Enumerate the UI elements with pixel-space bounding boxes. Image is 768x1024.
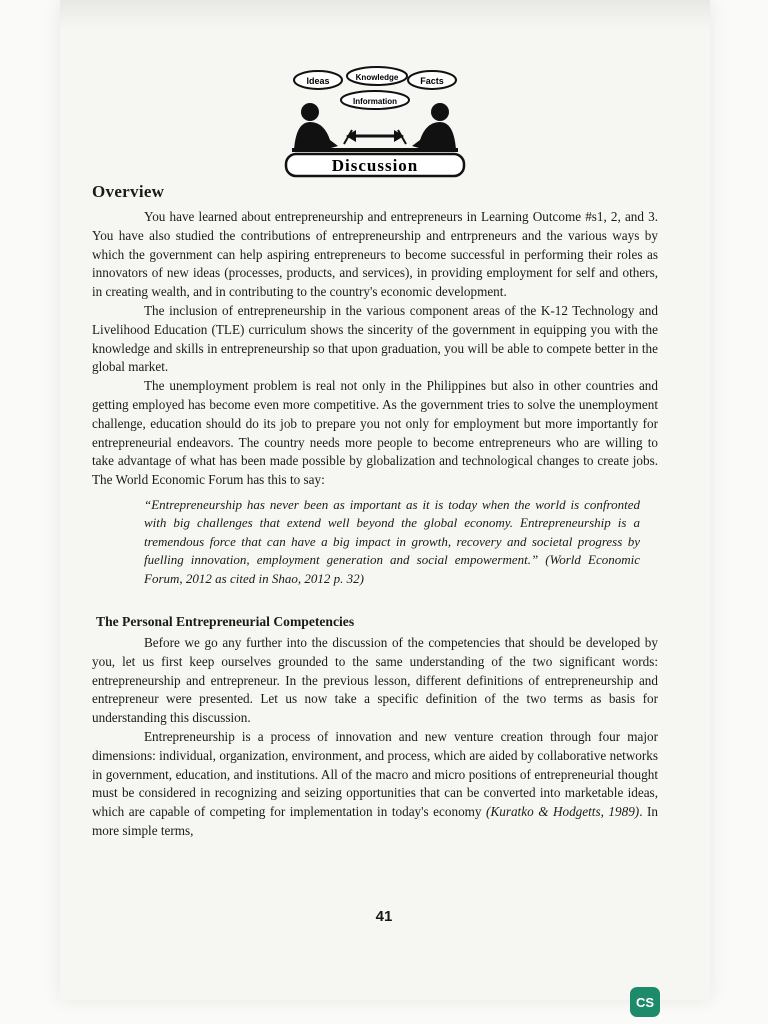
people-silhouettes-icon [292,103,458,152]
overview-heading: Overview [92,182,165,201]
bubble-ideas: Ideas [306,76,330,86]
section-paragraph-1: Before we go any further into the discussion of the competencies that should be developed by you, let us first keep ourselves grounded to the same understanding of the two significant words: entrepreneurship and entrepreneur. In the previous lesson, different definitions of entrepreneurship and entrepreneur were presented. Let us now take a specific definition of the two terms as basis for understanding this discussion. [92,634,658,726]
paragraph-text: Entrepreneurship is a process of innovation and new venture creation through four major dimensions: individual, organization, environment, and process, which are aided by collaborative networks in government, education, and institutions. All of the macro and micro positions of entrepreneurial thought must be considered in recognizing and seizing opportunities that can be converted into marketable ideas, which are capable of competing for implementation in today's economy [92,728,658,820]
banner-title: Discussion [331,156,419,175]
bubble-information: Information [353,97,397,106]
section-paragraph-2 [92,728,658,841]
scan-shadow [60,0,710,30]
overview-paragraph-2: The inclusion of entrepreneurship in the various component areas of the K-12 Technology and Livelihood Education (TLE) curriculum shows the sincerity of the government in equipping you with the knowledge and skills in entrepreneurship so that upon graduation, you will be able to compete better in the global market. [92,302,658,375]
bubble-facts: Facts [420,76,444,86]
discussion-illustration [280,60,470,180]
page-number: 41 [375,908,393,925]
exchange-arrows-icon [344,130,406,144]
bubble-knowledge: Knowledge [355,73,399,82]
main-content [92,182,658,841]
paragraph-tail: . In more simple terms, [92,804,658,838]
overview-paragraph-3: The unemployment problem is real not only in the Philippines but also in other countries and getting employed has become even more competitive. As the government tries to solve the unemployment challenge, education should do its job to prepare you not only for employment but more importantly for entrepreneurial endeavors. The country needs more people to become entrepreneurs who are willing to take advantage of what has been made possible by globalization and technological changes to create jobs. The World Economic Forum has this to say: [92,378,658,488]
overview-paragraph-1: You have learned about entrepreneurship and entrepreneurs in Learning Outcome #s1, 2, and 3. You have also studied the contributions of entrepreneurship and entrpreneurs and the various ways by which the government can help aspiring entrepreneurs to become successful in performing their roles as innovators of new ideas (processes, products, and services), in providing employment for self and others, in creating wealth, and in contributing to the country's economic development. [92,209,658,300]
section-heading: The Personal Entrepreneurial Competencies [96,613,355,629]
speech-bubbles [294,67,456,109]
citation: (Kuratko & Hodgetts, 1989) [486,804,640,820]
camscanner-badge: CS [630,987,660,1017]
wef-quote: “Entrepreneurship has never been as important as it is today when the world is confronted with big challenges that extend well beyond the global economy. Entrepreneurship is a tremendous force that can have a big impact in growth, recovery and societal progress by fuelling innovation, employment generation and social empowerment.” (World Economic Forum, 2012 as cited in Shao, 2012 p. 32) [144,496,640,586]
